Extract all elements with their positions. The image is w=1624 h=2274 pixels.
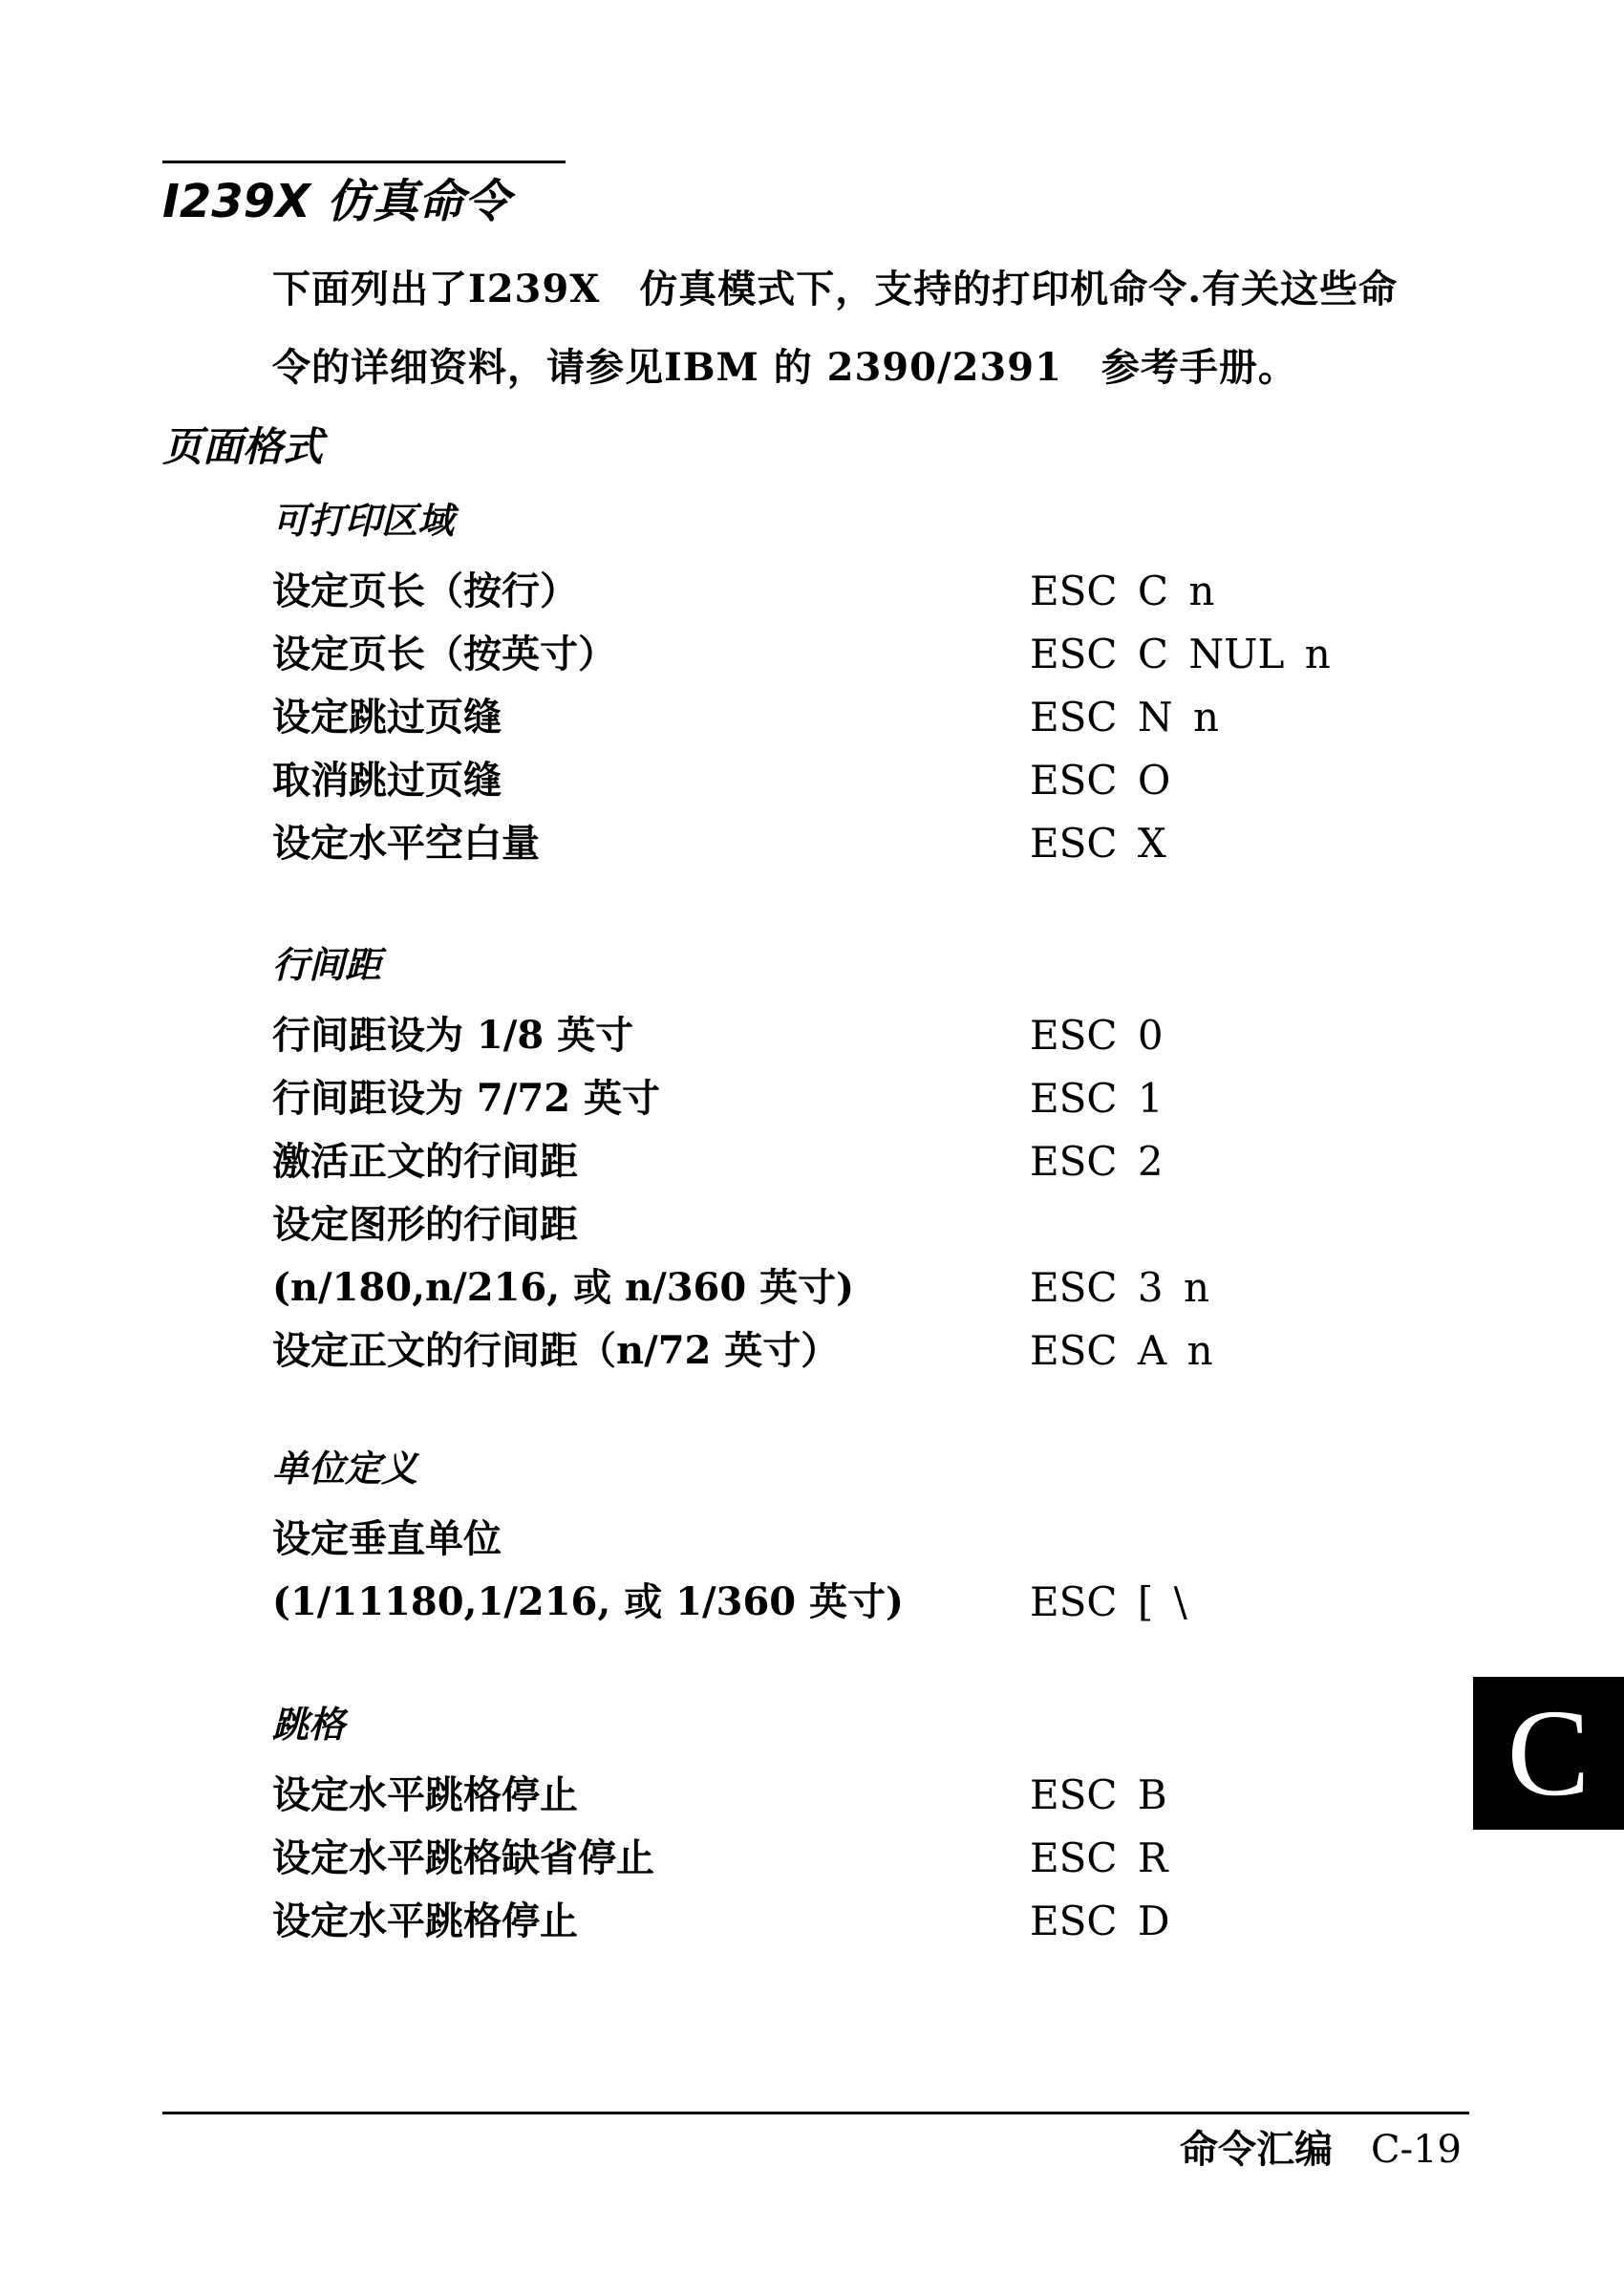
command-description: (1/11180,1/216, 或 1/360 英寸) bbox=[272, 1579, 904, 1624]
command-row bbox=[272, 1764, 1419, 1827]
intro-line: 下面列出了I239X 仿真模式下，支持的打印机命令.有关这些命 bbox=[272, 267, 1399, 311]
command-code: ESC 0 bbox=[1030, 1012, 1164, 1059]
command-code: ESC N n bbox=[1030, 694, 1220, 740]
footer-rule bbox=[162, 2112, 1469, 2114]
group-heading-printable-area: 可打印区域 bbox=[272, 500, 455, 542]
page-title: I239X 仿真命令 bbox=[162, 175, 510, 228]
command-row bbox=[272, 1256, 1419, 1319]
command-description: 设定图形的行间距 bbox=[272, 1202, 578, 1247]
page-number: C-19 bbox=[1370, 2128, 1462, 2172]
command-row bbox=[272, 1130, 1419, 1193]
command-code: ESC C NUL n bbox=[1030, 631, 1331, 677]
command-code: ESC 3 n bbox=[1030, 1264, 1210, 1311]
command-description: 设定水平跳格停止 bbox=[272, 1899, 578, 1943]
command-description: 行间距设为 1/8 英寸 bbox=[272, 1013, 634, 1058]
command-code: ESC X bbox=[1030, 820, 1166, 867]
command-description: 激活正文的行间距 bbox=[272, 1139, 578, 1184]
group-heading-line-spacing: 行间距 bbox=[272, 944, 382, 986]
intro-paragraph bbox=[272, 250, 1476, 407]
chapter-tab: C bbox=[1473, 1677, 1624, 1830]
command-description: 设定页长（按英寸） bbox=[272, 632, 616, 676]
command-code: ESC C n bbox=[1030, 568, 1215, 614]
command-row bbox=[272, 1508, 1419, 1571]
command-row bbox=[272, 1571, 1419, 1634]
intro-line: 令的详细资料，请参见IBM 的 2390/2391 参考手册。 bbox=[272, 345, 1297, 390]
command-code: ESC A n bbox=[1030, 1327, 1213, 1374]
command-description: 取消跳过页缝 bbox=[272, 758, 502, 803]
command-description: 设定跳过页缝 bbox=[272, 695, 502, 740]
command-description: 行间距设为 7/72 英寸 bbox=[272, 1076, 660, 1121]
command-row bbox=[272, 623, 1419, 686]
page-footer bbox=[1180, 2123, 1462, 2177]
command-description: 设定页长（按行） bbox=[272, 568, 578, 613]
title-rule bbox=[162, 161, 566, 163]
command-code: ESC D bbox=[1030, 1898, 1170, 1944]
command-code: ESC 1 bbox=[1030, 1075, 1164, 1122]
command-code: ESC [ \ bbox=[1030, 1578, 1187, 1625]
command-description: 设定水平跳格缺省停止 bbox=[272, 1835, 654, 1880]
command-row bbox=[272, 1827, 1419, 1890]
footer-chapter-title: 命令汇编 bbox=[1179, 2127, 1333, 2172]
command-description: 设定水平跳格停止 bbox=[272, 1772, 578, 1817]
command-row bbox=[272, 686, 1419, 749]
command-description: 设定垂直单位 bbox=[272, 1516, 502, 1561]
command-row bbox=[272, 1193, 1419, 1256]
command-row bbox=[272, 1319, 1419, 1383]
command-row bbox=[272, 1067, 1419, 1130]
command-row bbox=[272, 560, 1419, 623]
section-heading: 页面格式 bbox=[162, 423, 324, 470]
command-code: ESC R bbox=[1030, 1834, 1168, 1881]
command-row bbox=[272, 749, 1419, 812]
command-description: (n/180,n/216, 或 n/360 英寸) bbox=[272, 1265, 855, 1310]
command-description: 设定水平空白量 bbox=[272, 821, 540, 866]
command-row bbox=[272, 1004, 1419, 1067]
group-heading-tabs: 跳格 bbox=[272, 1704, 346, 1746]
command-code: ESC 2 bbox=[1030, 1138, 1164, 1185]
command-code: ESC B bbox=[1030, 1771, 1167, 1818]
command-code: ESC O bbox=[1030, 757, 1171, 804]
command-row bbox=[272, 812, 1419, 875]
command-row bbox=[272, 1890, 1419, 1953]
command-description: 设定正文的行间距（n/72 英寸） bbox=[272, 1328, 840, 1373]
group-heading-unit-definition: 单位定义 bbox=[272, 1448, 418, 1490]
